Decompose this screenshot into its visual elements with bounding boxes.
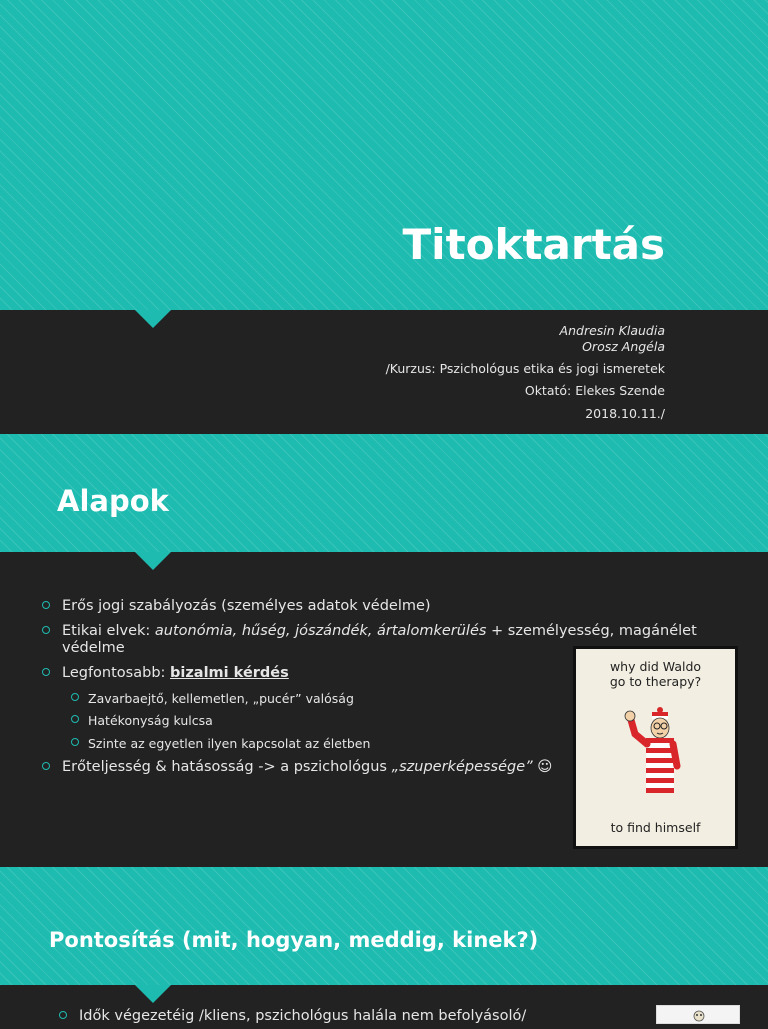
page-title: Titoktartás: [402, 220, 665, 269]
cartoon-punchline: to find himself: [610, 820, 701, 835]
cartoon-question-line-1: why did Waldo: [609, 659, 702, 674]
superpower-prefix: Erőteljesség & hatásosság -> a pszichológus: [62, 759, 392, 775]
sub-bullet-unique-relationship: Szinte az egyetlen ilyen kapcsolat az életben: [88, 736, 371, 751]
presentation-date: 2018.10.11./: [585, 406, 665, 421]
bullet-marker: [42, 762, 50, 770]
bullet-until-end-of-time: Idők végezetéig /kliens, pszichológus halála nem befolyásoló/: [79, 1008, 527, 1024]
superpower-italic: „szuperképessége”: [391, 759, 533, 775]
trust-question-emphasis: bizalmi kérdés: [170, 665, 289, 681]
bullet-marker: [42, 668, 50, 676]
header-notch: [135, 310, 171, 328]
sub-bullet-efficiency: Hatékonyság kulcsa: [88, 713, 213, 728]
smiley-emoji: ☺: [532, 759, 553, 775]
bullet-legal-regulation: Erős jogi szabályozás (személyes adatok védelme): [62, 598, 431, 614]
ethics-prefix: Etikai elvek:: [62, 623, 155, 639]
slide-3-image-thumbnail: [656, 1005, 740, 1024]
sub-bullet-reality: Zavarbaejtő, kellemetlen, „pucér” valóság: [88, 691, 354, 706]
author-2: Orosz Angéla: [582, 339, 665, 354]
slide-3-title: Pontosítás (mit, hogyan, meddig, kinek?): [49, 928, 539, 952]
skeleton-icon: [657, 1006, 741, 1025]
course-name: /Kurzus: Pszichológus etika és jogi ismeretek: [385, 361, 665, 376]
cartoon-question-line-2: go to therapy?: [609, 674, 702, 689]
bullet-most-important: [62, 665, 289, 682]
slide-3-header: [0, 867, 768, 985]
author-1: Andresin Klaudia: [559, 323, 665, 338]
waldo-cartoon-image: [573, 646, 738, 849]
most-important-prefix: Legfontosabb:: [62, 665, 171, 681]
sub-bullet-marker: [71, 693, 79, 701]
slide-3-notch: [135, 985, 171, 1003]
ethics-principles-italic: autonómia, hűség, jószándék, ártalomkerülés: [154, 623, 487, 639]
slide-2-notch: [135, 552, 171, 570]
bullet-marker: [59, 1011, 67, 1019]
ethics-suffix: + személyesség, magánélet védelme: [62, 623, 697, 656]
sub-bullet-marker: [71, 738, 79, 746]
sub-bullet-marker: [71, 715, 79, 723]
teacher-name: Oktató: Elekes Szende: [524, 383, 665, 398]
waldo-figure-icon: [573, 704, 738, 814]
slide-2-title: Alapok: [57, 484, 169, 518]
bullet-marker: [42, 626, 50, 634]
bullet-superpower: [62, 759, 552, 776]
bullet-marker: [42, 601, 50, 609]
